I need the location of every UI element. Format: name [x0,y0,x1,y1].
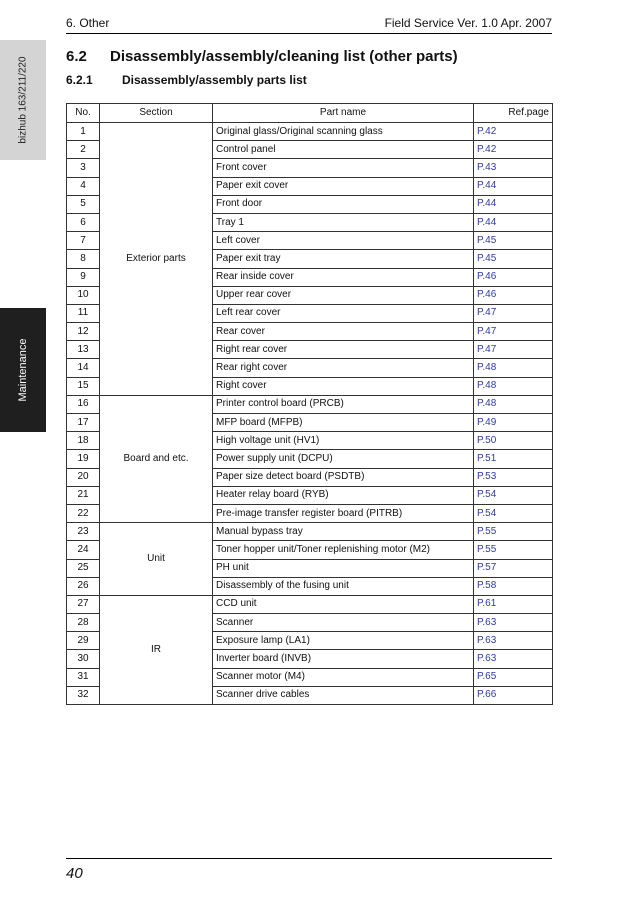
row-number: 5 [67,195,100,213]
part-name: Left rear cover [213,304,474,322]
header-part-name: Part name [213,104,474,123]
row-number: 13 [67,341,100,359]
ref-page-link[interactable]: P.65 [474,668,553,686]
row-number: 15 [67,377,100,395]
page-number: 40 [66,865,83,882]
ref-page-link[interactable]: P.50 [474,432,553,450]
row-number: 26 [67,577,100,595]
ref-page-link[interactable]: P.47 [474,323,553,341]
part-name: Upper rear cover [213,286,474,304]
header-rule [66,33,552,34]
row-number: 2 [67,141,100,159]
row-number: 28 [67,614,100,632]
ref-page-link[interactable]: P.63 [474,650,553,668]
ref-page-link[interactable]: P.44 [474,195,553,213]
row-number: 20 [67,468,100,486]
ref-page-link[interactable]: P.63 [474,632,553,650]
table-row [67,123,553,141]
parts-table-body [67,123,553,705]
part-name: Power supply unit (DCPU) [213,450,474,468]
row-number: 30 [67,650,100,668]
section-group-label: Exterior parts [100,123,213,396]
ref-page-link[interactable]: P.45 [474,250,553,268]
ref-page-link[interactable]: P.43 [474,159,553,177]
ref-page-link[interactable]: P.44 [474,213,553,231]
side-tab-model-label: bizhub 163/211/220 [17,56,29,144]
row-number: 7 [67,232,100,250]
row-number: 31 [67,668,100,686]
part-name: Rear cover [213,323,474,341]
part-name: Inverter board (INVB) [213,650,474,668]
row-number: 12 [67,323,100,341]
row-number: 14 [67,359,100,377]
ref-page-link[interactable]: P.54 [474,486,553,504]
ref-page-link[interactable]: P.42 [474,141,553,159]
part-name: Control panel [213,141,474,159]
ref-page-link[interactable]: P.42 [474,123,553,141]
row-number: 16 [67,395,100,413]
section-title: Disassembly/assembly/cleaning list (other parts) [110,48,458,65]
row-number: 21 [67,486,100,504]
part-name: Heater relay board (RYB) [213,486,474,504]
row-number: 29 [67,632,100,650]
section-group-label: Board and etc. [100,395,213,522]
ref-page-link[interactable]: P.57 [474,559,553,577]
row-number: 27 [67,595,100,613]
ref-page-link[interactable]: P.55 [474,523,553,541]
ref-page-link[interactable]: P.55 [474,541,553,559]
subsection-title: Disassembly/assembly parts list [122,73,307,87]
part-name: Manual bypass tray [213,523,474,541]
part-name: CCD unit [213,595,474,613]
part-name: Paper exit tray [213,250,474,268]
ref-page-link[interactable]: P.48 [474,377,553,395]
part-name: Scanner [213,614,474,632]
part-name: Left cover [213,232,474,250]
ref-page-link[interactable]: P.44 [474,177,553,195]
table-row [67,523,553,541]
part-name: Right rear cover [213,341,474,359]
part-name: Printer control board (PRCB) [213,395,474,413]
row-number: 8 [67,250,100,268]
row-number: 25 [67,559,100,577]
part-name: Exposure lamp (LA1) [213,632,474,650]
row-number: 4 [67,177,100,195]
ref-page-link[interactable]: P.51 [474,450,553,468]
ref-page-link[interactable]: P.53 [474,468,553,486]
part-name: MFP board (MFPB) [213,414,474,432]
table-header-row [67,104,553,123]
row-number: 3 [67,159,100,177]
part-name: Rear right cover [213,359,474,377]
ref-page-link[interactable]: P.61 [474,595,553,613]
footer-rule [66,858,552,859]
part-name: Paper exit cover [213,177,474,195]
part-name: High voltage unit (HV1) [213,432,474,450]
ref-page-link[interactable]: P.47 [474,304,553,322]
row-number: 19 [67,450,100,468]
ref-page-link[interactable]: P.47 [474,341,553,359]
table-row [67,595,553,613]
side-tab-section [0,308,46,432]
row-number: 9 [67,268,100,286]
ref-page-link[interactable]: P.49 [474,414,553,432]
row-number: 22 [67,504,100,522]
ref-page-link[interactable]: P.54 [474,504,553,522]
header-no: No. [67,104,100,123]
ref-page-link[interactable]: P.66 [474,686,553,704]
side-tab-section-label: Maintenance [17,338,29,402]
header-ref-page: Ref.page [474,104,553,123]
part-name: Pre-image transfer register board (PITRB) [213,504,474,522]
row-number: 32 [67,686,100,704]
header-section: Section [100,104,213,123]
ref-page-link[interactable]: P.63 [474,614,553,632]
section-group-label: IR [100,595,213,704]
part-name: Tray 1 [213,213,474,231]
row-number: 17 [67,414,100,432]
row-number: 10 [67,286,100,304]
ref-page-link[interactable]: P.46 [474,286,553,304]
row-number: 18 [67,432,100,450]
section-group-label: Unit [100,523,213,596]
row-number: 1 [67,123,100,141]
part-name: Front door [213,195,474,213]
ref-page-link[interactable]: P.48 [474,395,553,413]
row-number: 6 [67,213,100,231]
ref-page-link[interactable]: P.58 [474,577,553,595]
parts-table [66,103,553,705]
ref-page-link[interactable]: P.45 [474,232,553,250]
row-number: 23 [67,523,100,541]
ref-page-link[interactable]: P.46 [474,268,553,286]
part-name: Toner hopper unit/Toner replenishing motor (M2) [213,541,474,559]
part-name: Front cover [213,159,474,177]
subsection-number: 6.2.1 [66,73,93,87]
ref-page-link[interactable]: P.48 [474,359,553,377]
side-tab-model [0,40,46,160]
section-number: 6.2 [66,48,87,65]
row-number: 24 [67,541,100,559]
part-name: Rear inside cover [213,268,474,286]
part-name: Scanner motor (M4) [213,668,474,686]
part-name: Original glass/Original scanning glass [213,123,474,141]
part-name: Paper size detect board (PSDTB) [213,468,474,486]
running-header-chapter: 6. Other [66,16,110,30]
row-number: 11 [67,304,100,322]
part-name: Disassembly of the fusing unit [213,577,474,595]
part-name: PH unit [213,559,474,577]
table-row [67,395,553,413]
running-header-version: Field Service Ver. 1.0 Apr. 2007 [384,16,552,30]
part-name: Scanner drive cables [213,686,474,704]
part-name: Right cover [213,377,474,395]
